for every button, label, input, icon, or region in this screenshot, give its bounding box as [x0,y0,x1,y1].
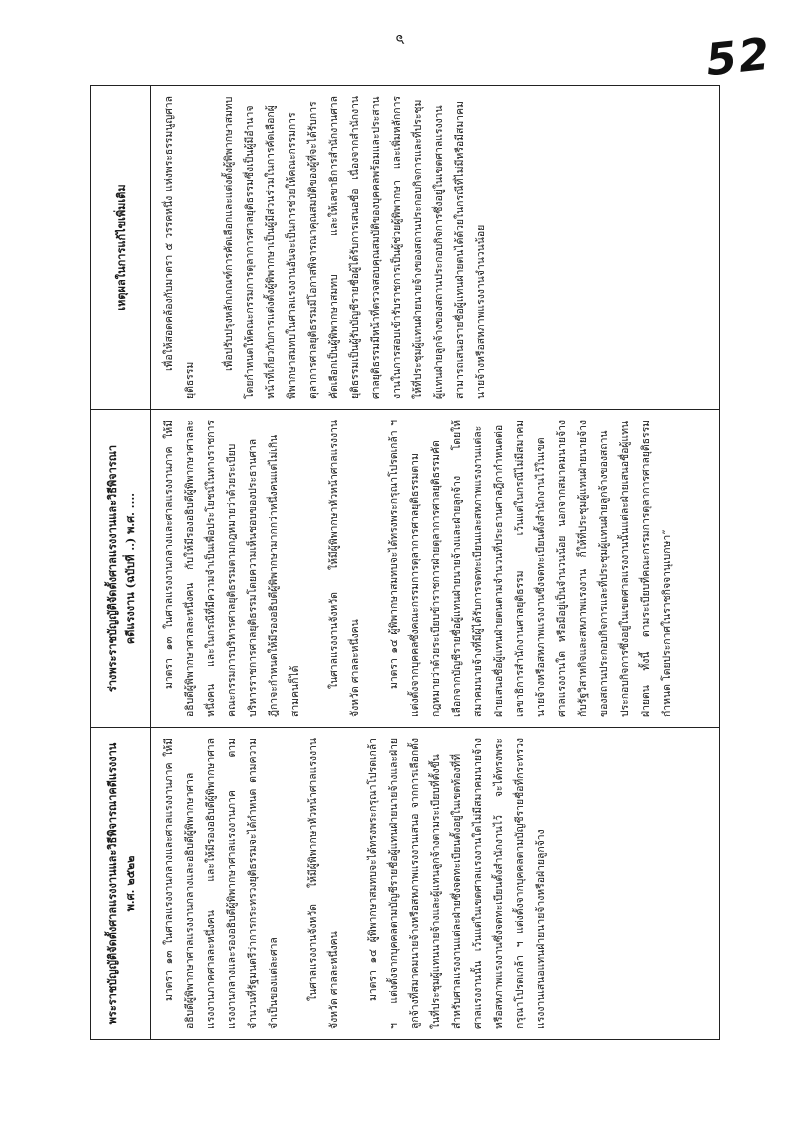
page-number: ๖ [395,31,405,47]
paragraph: ในศาลแรงงานจังหวัด ให้มีผู้พิพากษาหัวหน้าศาลแรงงานจังหวัด ศาลละหนึ่งคน [307,738,340,1029]
column-draft-law [151,409,719,727]
paragraph: เพื่อให้สอดคล้องกับมาตรา ๕ วรรคหนึ่ง แห่งพระธรรมนูญศาลยุติธรรม [163,96,196,399]
header-current-law: พระราชบัญญัติจัดตั้งศาลแรงงานและวิธีพิจารณาคดีแรงงาน พ.ศ. ๒๕๒๒ [91,727,151,1039]
comparison-table [90,85,720,1040]
header-draft-law: ร่างพระราชบัญญัติจัดตั้งศาลแรงงานและวิธีพิจารณา คดีแรงงาน (ฉบับที่ ..) พ.ศ. .... [91,409,151,727]
paragraph: มาตรา ๑๓ ในศาลแรงงานกลางและศาลแรงงานภาค ให้มีอธิบดีผู้พิพากษาศาลแรงงานกลางและอธิบดีผู้พิพากษาศาลแรงงานภาคศาลละหนึ่งคน และให้มีรองอธิบดีผู้พิพากษาศาลแรงงานกลางและรองอธิบดีผู้พิพากษาศาลแรงงานภาค ตามจำนวนที่รัฐมนตรีว่าการกระทรวงยุติธรรมจะได้กำหนด ตามความจำเป็นของแต่ละศาล [163,738,280,1029]
table-frame [90,85,720,1040]
paragraph: มาตรา ๑๔ ผู้พิพากษาสมทบจะได้ทรงพระกรุณาโปรดเกล้า ฯ แต่งตั้งจากบุคคลตามบัญชีรายชื่อผู้แทนฝ่ายนายจ้างและฝ่ายลูกจ้างที่สมาคมนายจ้างหรือสหภาพแรงงานเสนอ จากการเลือกตั้งในที่ประชุมผู้แทนนายจ้างและผู้แทนลูกจ้างตามระเบียบที่ตั้งขึ้นสำหรับศาลแรงงานแต่ละฝ่ายซึ่งจดทะเบียนตั้งอยู่ในเขตท้องที่ที่ศาลแรงงานนั้น เว้นแต่ในเขตศาลแรงงานใดไม่มีสมาคมนายจ้างหรือสหภาพแรงงานซึ่งจดทะเบียนตั้งสำนักงานไว้ จะได้ทรงพระกรุณาโปรดเกล้า ฯ แต่งตั้งจากบุคคลตามบัญชีรายชื่อที่กระทรวงแรงงานเสนอแทนฝ่ายนายจ้างหรือฝ่ายลูกจ้าง [367,738,547,1029]
header-reasons: เหตุผลในการแก้ไขเพิ่มเติม [91,86,151,409]
paragraph: ในศาลแรงงานจังหวัด ให้มีผู้พิพากษาหัวหน้าศาลแรงงานจังหวัด ศาลละหนึ่งคน [328,420,361,717]
paragraph: มาตรา ๑๔ ผู้พิพากษาสมทบจะได้ทรงพระกรุณาโปรดเกล้า ฯ แต่งตั้งจากบุคคลซึ่งคณะกรรมการตุลาการศาลยุติธรรมตามกฎหมายว่าด้วยระเบียบข้าราชการฝ่ายตุลาการศาลยุติธรรมคัดเลือกจากบัญชีรายชื่อผู้แทนฝ่ายนายจ้างและฝ่ายลูกจ้าง โดยให้สมาคมนายจ้างที่มีผู้ได้รับการจดทะเบียนและสหภาพแรงงานแต่ละฝ่ายเสนอชื่อผู้แทนฝ่ายตนตามจำนวนที่ประธานศาลฎีกากำหนดต่อเลขาธิการสำนักงานศาลยุติธรรม เว้นแต่ในกรณีไม่มีสมาคมนายจ้างหรือสหภาพแรงงานซึ่งจดทะเบียนตั้งสำนักงานไว้ในเขตศาลแรงงานใด หรือมีอยู่เป็นจำนวนน้อย นอกจากสมาคมนายจ้างกับรัฐวิสาหกิจและสหภาพแรงงาน ก็ให้ที่ประชุมผู้แทนฝ่ายนายจ้างของสถานประกอบกิจการและที่ประชุมผู้แทนฝ่ายลูกจ้างของสถานประกอบกิจการซึ่งอยู่ในเขตศาลแรงงานนั้นแต่ละฝ่ายเสนอชื่อผู้แทนฝ่ายตน ทั้งนี้ ตามระเบียบที่คณะกรรมการตุลาการศาลยุติธรรมกำหนด โดยประกาศในราชกิจจานุเบกษา” [388,420,673,717]
paragraph: มาตรา ๑๓ ในศาลแรงงานกลางและศาลแรงงานภาค ให้มีอธิบดีผู้พิพากษาศาลละหนึ่งคน กับให้มีรองอธิบดีผู้พิพากษาศาลละหนึ่งคน และในกรณีที่มีความจำเป็นเพื่อประโยชน์ในทางราชการ คณะกรรมการบริหารศาลยุติธรรมตามกฎหมายว่าด้วยระเบียบบริหารราชการศาลยุติธรรมโดยความเห็นชอบของประธานศาลฎีกาจะกำหนดให้มีรองอธิบดีผู้พิพากษามากกว่าหนึ่งคนแต่ไม่เกินสามคนก็ได้ [163,420,301,717]
handwritten-page-number: 52 [703,28,774,87]
column-current-law [151,727,719,1039]
paragraph: เพื่อปรับปรุงหลักเกณฑ์การคัดเลือกและแต่งตั้งผู้พิพากษาสมทบ โดยกำหนดให้คณะกรรมการตุลาการศาลยุติธรรมซึ่งเป็นผู้มีอำนาจหน้าที่เกี่ยวกับการแต่งตั้งผู้พิพากษาเป็นผู้มีส่วนร่วมในการคัดเลือกผู้พิพากษาสมทบในศาลแรงงานอันจะเป็นการช่วยให้คณะกรรมการตุลาการศาลยุติธรรมมีโอกาสพิจารณาคุณสมบัติของผู้ที่จะได้รับการคัดเลือกเป็นผู้พิพากษาสมทบ และให้เลขาธิการสำนักงานศาลยุติธรรมเป็นผู้รับบัญชีรายชื่อผู้ได้รับการเสนอชื่อ เนื่องจากสำนักงานศาลยุติธรรมมีหน้าที่ตรวจสอบคุณสมบัติของบุคคลพร้อมและประสานงานในการสอบเข้ารับราชการเป็นผู้ช่วยผู้พิพากษา และเพิ่มหลักการให้ที่ประชุมผู้แทนฝ่ายนายจ้างของสถานประกอบกิจการและที่ประชุมผู้แทนฝ่ายลูกจ้างของสถานประกอบกิจการซึ่งอยู่ในเขตศาลแรงงานสามารถเสนอรายชื่อผู้แทนฝ่ายตนได้ด้วยในกรณีที่ไม่มีหรือมีสมาคมนายจ้างหรือสหภาพแรงงานจำนวนน้อย [223,96,487,399]
column-reasons [151,86,719,409]
